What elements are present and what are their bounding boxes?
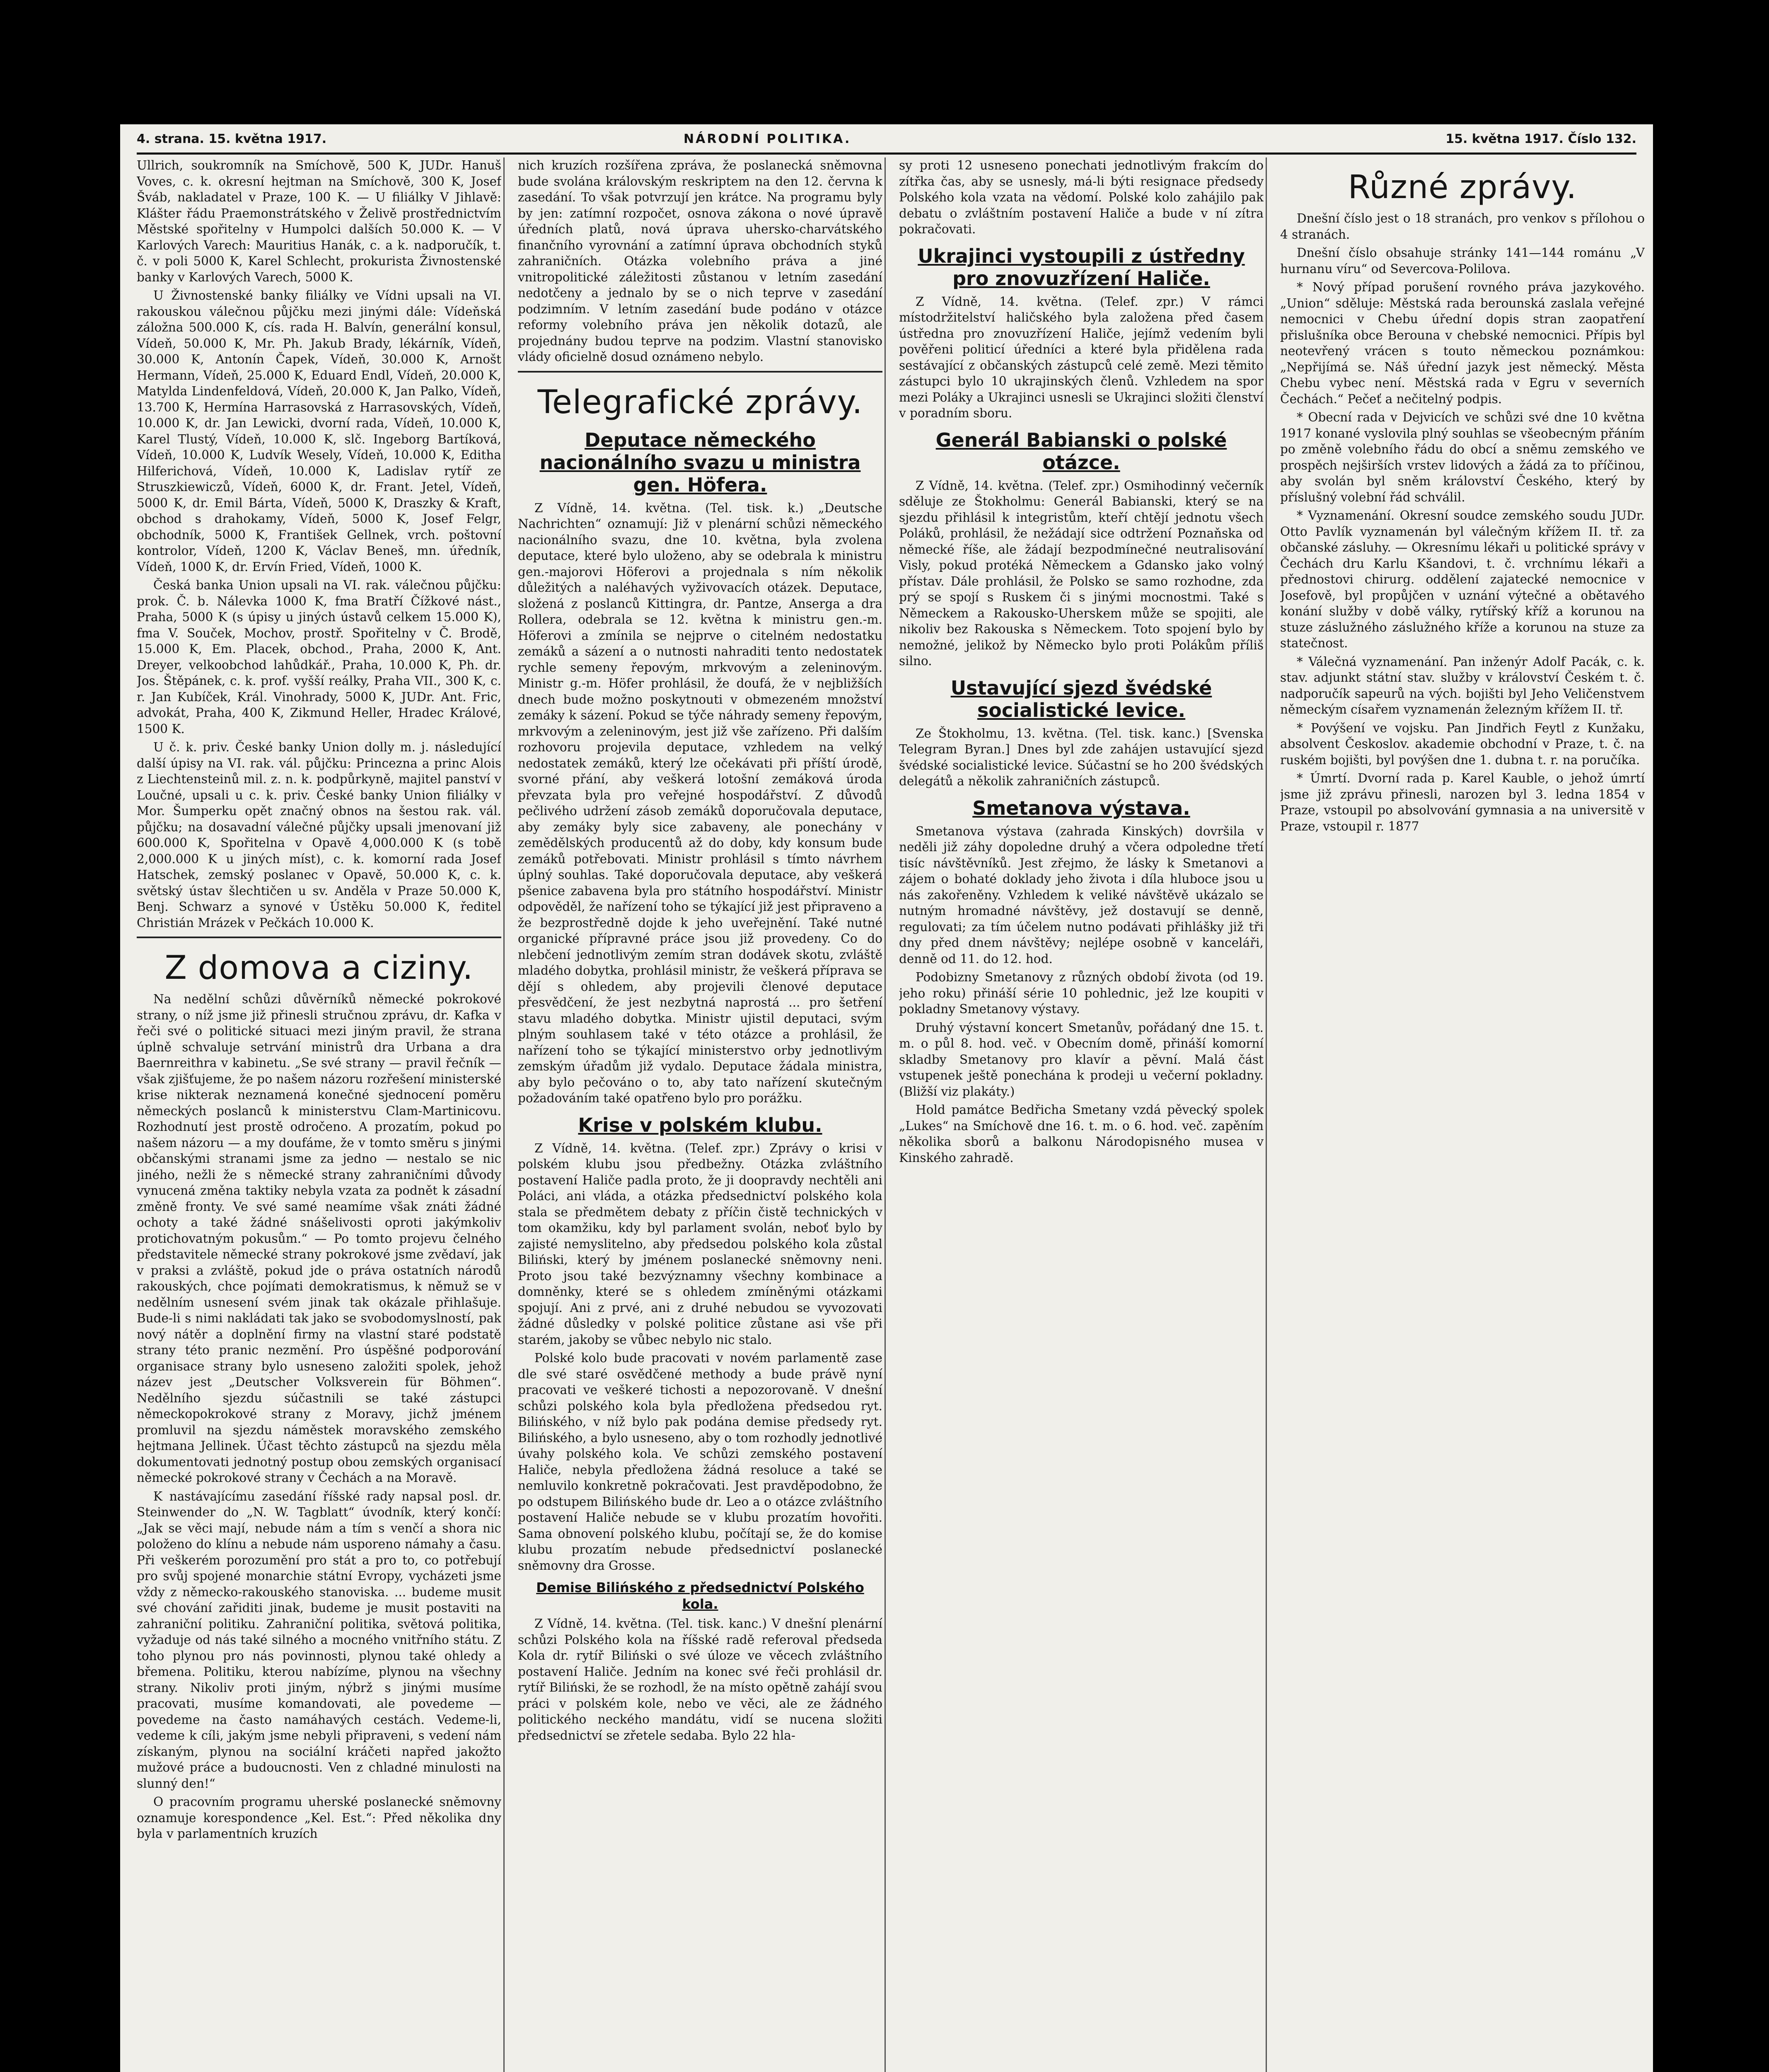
article-headline: Generál Babianski o polské otázce. xyxy=(935,428,1227,474)
article-paragraph: O pracovním programu uherské poslanecké sněmovny oznamuje korespondence „Kel. Est.“: Před několika dny byla v parlamentních kruzích xyxy=(137,1795,501,1841)
section-title: Telegrafické zprávy. xyxy=(537,383,863,421)
masthead: NÁRODNÍ POLITIKA. xyxy=(684,132,851,146)
article-subheadline: Demise Bilińského z předsednictví Polského kola. xyxy=(536,1580,864,1612)
newspaper-page xyxy=(120,124,1653,2072)
article-paragraph: Smetanova výstava (zahrada Kinských) dovršila v neděli již záhy dopoledne druhý a včera odpoledne třetí tisíc návštěvníků. Jest zřejmo, že lásky k Smetanovi a zájem o bohaté doklady jeho života i díla hluboce jsou u nás zakořeněny. Vzhledem k veliké návštěvě ukázalo se nutným hromadné návštěvy, jež dostavují se denně, regulovati; za tím účelem nutno podávati přihlášky již tři dny před dnem návštěvy; nejlépe osobně v kanceláři, denně od 11. do 12. hod. xyxy=(899,824,1264,966)
article-paragraph: Druhý výstavní koncert Smetanův, pořádaný dne 15. t. m. o půl 8. hod. več. v Obecním domě, přináší komorní skladby Smetanovy pro klavír a pěvní. Malá část vstupenek ještě ponechána k prodeji u večerní pokladny. (Bližší viz plakáty.) xyxy=(899,1020,1264,1099)
article-paragraph: Dnešní číslo jest o 18 stranách, pro venkov s přílohou o 4 stranách. xyxy=(1280,211,1645,242)
article-paragraph: * Vyznamenání. Okresní soudce zemského soudu JUDr. Otto Pavlík vyznamenán byl válečným křížem II. tř. za občanské zásluhy. — Okresnímu lékaři u politické správy v Čechách dru Karlu Kšandovi, t. č. vrchnímu lékaři a přednostovi chirurg. oddělení zajatecké nemocnice v Josefově, byl propůjčen v uznání výtečné a obětavého konání služby v době války, rytířský kříž a korunou na stuze záslužného záslužného kříže a korunou na stuze za statečnost. xyxy=(1280,508,1645,650)
article-headline: Ukrajinci vystoupili z ústředny pro znovuzřízení Haliče. xyxy=(918,244,1245,290)
article-paragraph: * Válečná vyznamenání. Pan inženýr Adolf Pacák, c. k. stav. adjunkt státní stav. služby v království Českém t. č. nadporučík sapeurů na vých. bojišti byl Jeho Veličenstvem německým císařem vyznamenán železným křížem II. tř. xyxy=(1280,654,1645,716)
article-paragraph: nich kruzích rozšířena zpráva, že poslanecká sněmovna bude svolána královským reskriptem na den 12. června k zasedání. To však potvrzují jen krátce. Na programu byly by jen: zatímní rozpočet, osnova zákona o nové úpravě úředních platů, nová úprava uhersko-charvátského finančního vyrovnání a zatímní úprava obchodních styků zahraničních. Otázka volebního práva a jiné vnitropolitické záležitosti zůstanou v letním zasedání nedotčeny a jednalo by se o nich teprve v zasedání podzimním. V letním zasedání bude podáno v otázce reformy volebního práva jen několik dotazů, ale projednány budou teprve na podzim. Vlastní stanovisko vlády oficielně dosud oznámeno nebylo. xyxy=(518,158,882,364)
article-paragraph: sy proti 12 usneseno ponechati jednotlivým frakcím do zítřka čas, aby se usnesly, má-li býti resignace předsedy Polského kola vzata na vědomí. Polské kolo zahájilo pak debatu o zvláštním postavení Haliče a bude v ní zítra pokračovati. xyxy=(899,158,1264,236)
article-paragraph: Z Vídně, 14. května. (Tel. tisk. k.) „Deutsche Nachrichten“ oznamují: Již v plenární schůzi německého nacionálního svazu, dne 10. května, byla zvolena deputace, které bylo uloženo, aby se odebrala k ministru gen.-majorovi Höferovi a projednala s ním několik důležitých a naléhavých vyživovacích otázek. Deputace, složená z poslanců Kittingra, dr. Pantze, Anserga a dra Rollera, odebrala se 12. května k ministru gen.-m. Höferovi a zmínila se nejprve o citelném nedostatku zemáků a sázení a o nutnosti nahraditi tento nedostatek rychle semeny řepovým, mrkvovým a zeleninovým. Ministr g.-m. Höfer prohlásil, že doufá, že v nejbližších dnech bude možno poskytnouti v obmezeném množství zemáky k sázení. Pokud se týče náhrady semeny řepovým, mrkvovým a zeleninovým, jest již vše zařízeno. Při dalším rozhovoru projevila deputace, vzhledem na velký nedostatek zemáků, který lze očekávati při příští úrodě, svorné přání, aby veškerá lotošní zemáková úroda převzata byla pro veřejné hospodářství. Z důvodů pečlivého udržení zásob zemáků doporučovala deputace, aby zemáky byly sice zabaveny, ale ponechány v zemědělských producentů až do doby, kdy konsum bude zemáků potřebovati. Ministr prohlásil s tímto návrhem úplný souhlas. Také doporučovala deputace, aby veškerá pšenice zabavena byla pro státního hospodářství. Ministr odpověděl, že nařízení toho se týkající již jest připraveno a že bezprostředně dojde k jeho uveřejnění. Také nutné organické přípravné práce jsou již provedeny. Co do nlebčení jednotlivým zemím stran dodávek skotu, zvláště mladého dobytka, prohlásil ministr, že veškerá příprava se dějí s ohledem, aby projevili členové deputace přesvědčení, že jest nezbytná naprostá ... pro šetření stavu mladého dobytka. Ministr ujistil deputaci, svým plným souhlasem také v této otázce a prohlásil, že nařízení toho se týkající ministerstvo orby jednotlivým zemským úřadům již vydalo. Deputace žádala ministra, aby bylo pečováno o to, aby tato nařízení skutečným požadováním také opatřeno bylo pro porážku. xyxy=(518,501,882,1105)
section-divider xyxy=(137,937,501,938)
article-paragraph: Z Vídně, 14. května. (Telef. zpr.) V rámci místodržitelství haličského byla založena před časem ústředna pro znovuzřízení Haliče, jejímž vedením byli pověřeni politicí úředníci a které byla přidělena rada sestávající z občanských zástupců celé země. Mezi těmito zástupci bylo 10 ukrajinských členů. Vzhledem na spor mezi Poláky a Ukrajinci usnesli se Ukrajinci složiti členství v poradním sboru. xyxy=(899,294,1264,420)
article-paragraph: Hold památce Bedřicha Smetany vzdá pěvecký spolek „Lukes“ na Smíchově dne 16. t. m. o 6. hod. več. zapěním několika sborů a balkonu Národopisného musea v Kinského zahradě. xyxy=(899,1103,1264,1165)
page-header xyxy=(137,128,1636,155)
article-paragraph: Z Vídně, 14. května. (Telef. zpr.) Zprávy o krisi v polském klubu jsou předbežny. Otázka zvláštního postavení Haliče padla proto, že ji doopravdy nechtěli ani Poláci, ani vláda, a otázka předsednictví polského kola stala se předmětem debaty z příčin čistě technických v tom okamžiku, kdy byl parlament svolán, neboť bylo by zajisté nemyslitelno, aby předsedou polského kola zůstal Biliński, který by jménem poslanecké sněmovny neni. Proto jsou také bezvýznamny všechny kombinace a domněnky, které se s ohledem zmíněnými otázkami spojují. Ani z prvé, ani z druhé nebudou se vyvozovati žádné důsledky v polské politice zůstane asi vše při starém, jakoby se vůbec nebylo nic stalo. xyxy=(518,1141,882,1347)
article-paragraph: K nastávajícímu zasedání říšské rady napsal posl. dr. Steinwender do „N. W. Tagblatt“ úvodník, který končí: „Jak se věci mají, nebude nám a tím s venčí a shora nic položeno do klínu a nebude nám usporeno námahy a času. Při veškerém porozumění pro stát a pro to, co potřebují pro svůj spojené monarchie státní Evropy, vycházeti jsme vždy z německo-rakouského stanoviska. ... budeme musit své chování zařiditi jinak, budeme je musit postaviti na zahraniční politiku. Zahraniční politika, světová politika, vyžaduje od nás také silného a mocného vnitřního státu. Z toho plynou pro nás povinnosti, plynou také ohledy a břemena. Politiku, kterou nabízíme, plynou na všechny strany. Nikoliv proti jiným, nýbrž s jinými musíme pracovati, musíme komandovati, ale povedeme — povedeme na často namáhavých cestách. Vedeme-li, vedeme k cíli, jakým jsme nebyli připraveni, s vedení nám získaným, plynou na sociální kráčeti napřed jakožto mužové práce a budoucnosti. Ven z chladné minulosti na slunný den!“ xyxy=(137,1489,501,1791)
column-rule xyxy=(503,157,505,2072)
article-paragraph: Podobizny Smetanovy z různých období života (od 19. jeho roku) přináší série 10 pohlednic, jež lze koupiti v pokladny Smetanovy výstavy. xyxy=(899,970,1264,1016)
article-paragraph: * Nový případ porušení rovného práva jazykového. „Union“ sděluje: Městská rada berounská zaslala veřejné nemocnici v Chebu úřední dopis stran zaopatření přislušníka obce Berouna v chebské nemocnici. Přípis byl neotevřený vrácen s touto německou poznámkou: „Nepřijímá se. Náš úřední jazyk jest německý. Města Chebu vybec není. Městská rada v Egru v severních Čechách.“ Pečeť a nečitelný podpis. xyxy=(1280,280,1645,406)
article-paragraph: Polské kolo bude pracovati v novém parlamentě zase dle své staré osvědčené methody a bude právě nyní pracovati ve veškeré tichosti a nepozorovaně. V dnešní schůzi polského kola byla předložena předsedou ryt. Bilińského, v níž bylo pak podána demise předsedy ryt. Bilińského, a bylo usneseno, aby o tom rozhodly jednotlivé úvahy polského kola. Ve schůzi zemského postavení Haliče, nebyla předložena žádná resoluce a také se nemluvilo konkretně pokračovati. Jest pravděpodobno, že po odstupem Bilińského bude dr. Leo a o otázce zvláštního postavení Haliče nebude se v klubu prozatím hovořiti. Sama obnovení polského klubu, počítají se, že do komise klubu prozatím nebude předsednictví poslanecké sněmovny dra Grosse. xyxy=(518,1351,882,1573)
article-headline: Krise v polském klubu. xyxy=(578,1113,822,1136)
column-rule xyxy=(885,157,886,2072)
article-paragraph: Ze Štokholmu, 13. května. (Tel. tisk. kanc.) [Svenska Telegram Byran.] Dnes byl zde zahájen ustavující sjezd švédské socialistické levice. Súčastní se ho 200 švédských delegátů a několik zahraničních zástupců. xyxy=(899,726,1264,788)
header-issue-right: 15. května 1917. Číslo 132. xyxy=(1445,132,1636,146)
article-paragraph: * Obecní rada v Dejvicích ve schůzi své dne 10 května 1917 konané vyslovila plný souhlas se všeobecným přáním po změně volebního řádu do obcí a sněmu zemského ve prospěch nejširších vrstev lidových a žádá za to příčinou, aby svolán byl sněm království Českého, který by příslušný volební řád schválil. xyxy=(1280,410,1645,504)
article-paragraph: U č. k. priv. České banky Union dolly m. j. následující další úpisy na VI. rak. vál. půjčku: Princezna a princ Alois z Liechtensteinů mil. z. n. k. podpůrkyně, majitel panství v Loučné, upsali u c. k. priv. České banky Union filiálky v Mor. Šumperku opět značný obnos na šestou rak. vál. půjčku; na dosavadní válečné půjčky upsali jmenovaní již 600.000 K, Spořitelna v Opavě 4,000.000 K (s tobě 2,000.000 K u jiných míst), c. k. komorní rada Josef Hatschek, zemský poslanec v Opavě, 50.000 K, c. k. světský ústav šlechtičen u sv. Anděla v Praze 50.000 K, Benj. Schwarz a synové v Ústěku 50.000 K, ředitel Christián Mrázek v Pečkách 10.000 K. xyxy=(137,740,501,930)
section-divider xyxy=(518,371,882,373)
article-headline: Ustavující sjezd švédské socialistické levice. xyxy=(950,676,1212,721)
header-date-left: 4. strana. 15. května 1917. xyxy=(137,132,327,146)
article-paragraph: Z Vídně, 14. května. (Tel. tisk. kanc.) V dnešní plenární schůzi Polského kola na říšské radě referoval předseda Kola dr. rytíř Biliński o své úloze ve věcech zvláštního postavení Haliče. Jedním na konec své řeči prohlásil dr. rytíř Biliński, že se rozhodl, že na místo opětně zahájí svou práci v polském kole, nebo ve věci, ale ze žádného politického neckého mandátu, vidí se nucena složiti předsednictví se zřetele sedaba. Bylo 22 hla- xyxy=(518,1617,882,1743)
column-2 xyxy=(518,157,882,2072)
article-paragraph: Ullrich, soukromník na Smíchově, 500 K, JUDr. Hanuš Voves, c. k. okresní hejtman na Smíchově, 300 K, Josef Šváb, nakladatel v Praze, 100 K. — U filiálky V Jihlavě: Klášter řádu Praemonstrátského v Želivě prostřednictvím Městské spořitelny v Humpolci dalších 50.000 K. — V Karlových Varech: Mauritius Hanák, c. a k. nadporučík, t. č. v poli 5000 K, Karel Schlecht, prokurista Živnostenské banky v Karlových Varech, 5000 K. xyxy=(137,158,501,284)
article-paragraph: U Živnostenské banky filiálky ve Vídni upsali na VI. rakouskou válečnou půjčku mezi jinými dále: Vídeňská záložna 500.000 K, cís. rada H. Balvín, generální konsul, Vídeň, 50.000 K, Mr. Ph. Jakub Brady, lékárník, Vídeň, 30.000 K, Antonín Čapek, Vídeň, 30.000 K, Arnošt Hermann, Vídeň, 25.000 K, Eduard Endl, Vídeň, 20.000 K, Matylda Lindenfeldová, Vídeň, 20.000 K, Jan Palko, Vídeň, 13.700 K, Hermína Harrasovská z Harrasovských, Vídeň, 10.000 K, dr. Jan Lewicki, dvorní rada, Vídeň, 10.000 K, Karel Tlustý, Vídeň, 10.000 K, slč. Ingeborg Bartíková, Vídeň, 10.000 K, Ludvík Wesely, Vídeň, 10.000 K, Editha Hilferichová, Vídeň, 10.000 K, Ladislav rytíř ze Struszkiewiczů, Vídeň, 6000 K, dr. Frant. Jetel, Vídeň, 5000 K, dr. Emil Bárta, Vídeň, 5000 K, Draszky & Kraft, obchod s drahokamy, Vídeň, 5000 K, Josef Felgr, obchodník, 5000 K, František Gellnek, vrch. poštovní kontrolor, Vídeň, 1200 K, Václav Beneš, mn. úředník, Vídeň, 1000 K, dr. Ervín Fried, Vídeň, 1000 K. xyxy=(137,288,501,574)
section-title: Různé zprávy. xyxy=(1348,169,1577,206)
article-headline: Smetanova výstava. xyxy=(972,796,1190,819)
section-title: Z domova a ciziny. xyxy=(164,949,474,987)
column-4 xyxy=(1280,157,1645,2072)
column-1 xyxy=(137,157,501,2072)
article-paragraph: * Úmrtí. Dvorní rada p. Karel Kauble, o jehož úmrtí jsme již zprávu přinesli, narozen byl 3. ledna 1854 v Praze, vstoupil po absolvování gymnasia a na universitě v Praze, vstoupil r. 1877 xyxy=(1280,771,1645,833)
article-paragraph: Česká banka Union upsali na VI. rak. válečnou půjčku: prok. Č. b. Nálevka 1000 K, fma Bratří Čížkové nást., Praha, 5000 K (s úpisy u jiných ústavů celkem 15.000 K), fma V. Souček, Mochov, prostř. Spořitelny v Č. Brodě, 15.000 K, Em. Placek, obchod., Praha, 2000 K, Ant. Dreyer, velkoobchod lahůdkář., Praha, 10.000 K, Ph. dr. Jos. Štěpánek, c. k. prof. vyšší reálky, Praha VII., 300 K, c. r. Jan Kubíček, Král. Vinohrady, 5000 K, JUDr. Ant. Fric, advokát, Praha, 400 K, Zikmund Heller, Hradec Králové, 1500 K. xyxy=(137,578,501,736)
article-paragraph: Na nedělní schůzi důvěrníků německé pokrokové strany, o níž jsme již přinesli stručnou zprávu, dr. Kafka v řeči své o politické situaci mezi jiným pravil, že strana úplně schvaluje setrvání ministrů dra Urbana a dra Baernreithra v kabinetu. „Se své strany — pravil řečník — však zjišťujeme, že po našem názoru rozřešení ministerské krise nikterak neznamená konečné sjednocení poměru německých poslanců k ministerstvu Clam-Martinicovu. Rozhodnutí jest prostě odročeno. A prozatím, pokud po našem názoru — a my doufáme, že v tomto směru s jinými občanskými stranami jsme za jedno — nestalo se nic jiného, nežli že s německé strany zahraničními důvody vynucená změna taktiky nebyla vzata za podnět k zásadní změně fronty. Ve své samé neamíme však znáti žádné ochoty a také žádné snášelivosti oproti jakýmkoliv protichovatným pokusům.“ — Po tomto projevu čelného představitele německé strany pokrokové jsme zvědaví, jak v praksi a zvláště, pokud jde o práva ostatních národů rakouských, chce pojímati demokratismus, k němuž se v nedělním usnesení svém jinak tak okázale přihlašuje. Bude-li s nimi nakládati tak jako se svobodomyslností, pak nový nátěr a doplnění firmy na vlastní staré podstatě strany této pranic nezmění. Pro úspěšné podporování organisace strany bylo usneseno založiti spolek, jehož název jest „Deutscher Volksverein für Böhmen“. Nedělního sjezdu súčastnili se také zástupci německopokrokové strany z Moravy, jichž jménem promluvil na sjezdu náměstek moravského zemského hejtmana Jellinek. Účast těchto zástupců na sjezdu měla dokumentovati jednotný postup obou zemských organisací německé pokrokové strany v Čechách a na Moravě. xyxy=(137,992,501,1485)
article-paragraph: Z Vídně, 14. května. (Telef. zpr.) Osmihodinný večerník sděluje ze Štokholmu: Generál Babianski, který se na sjezdu přihlásil k integristům, kteří chtějí jednotu všech Poláků, prohlásil, že nežádají sice odtržení Poznaňska od německé říše, ale žádají bezpodmínečné neutralisování Visly, pokud protéká Německem a Gdansko jako volný přístav. Dále prohlásil, že Polsko se samo rozhodne, zda prý se spojí s Ruskem či s jinými mocnostmi. Také s Německem a Rakousko-Uherskem může se spojiti, ale nikoliv bez Rakouska s Německem. Toto spojení bylo by nemožné, jelikož by Německo bylo proti Polákům příliš silno. xyxy=(899,478,1264,668)
article-headline: Deputace německého nacionálního svazu u ministra gen. Höfera. xyxy=(539,428,861,496)
article-paragraph: * Povýšení ve vojsku. Pan Jindřich Feytl z Kunžaku, absolvent Českoslov. akademie obchodní v Praze, t. č. na ruském bojišti, byl povýšen dne 1. dubna t. r. na poručíka. xyxy=(1280,721,1645,767)
article-paragraph: Dnešní číslo obsahuje stránky 141—144 románu „V hurnanu víru“ od Severcova-Polilova. xyxy=(1280,246,1645,276)
column-3 xyxy=(899,157,1264,2072)
column-rule xyxy=(1266,157,1267,2072)
